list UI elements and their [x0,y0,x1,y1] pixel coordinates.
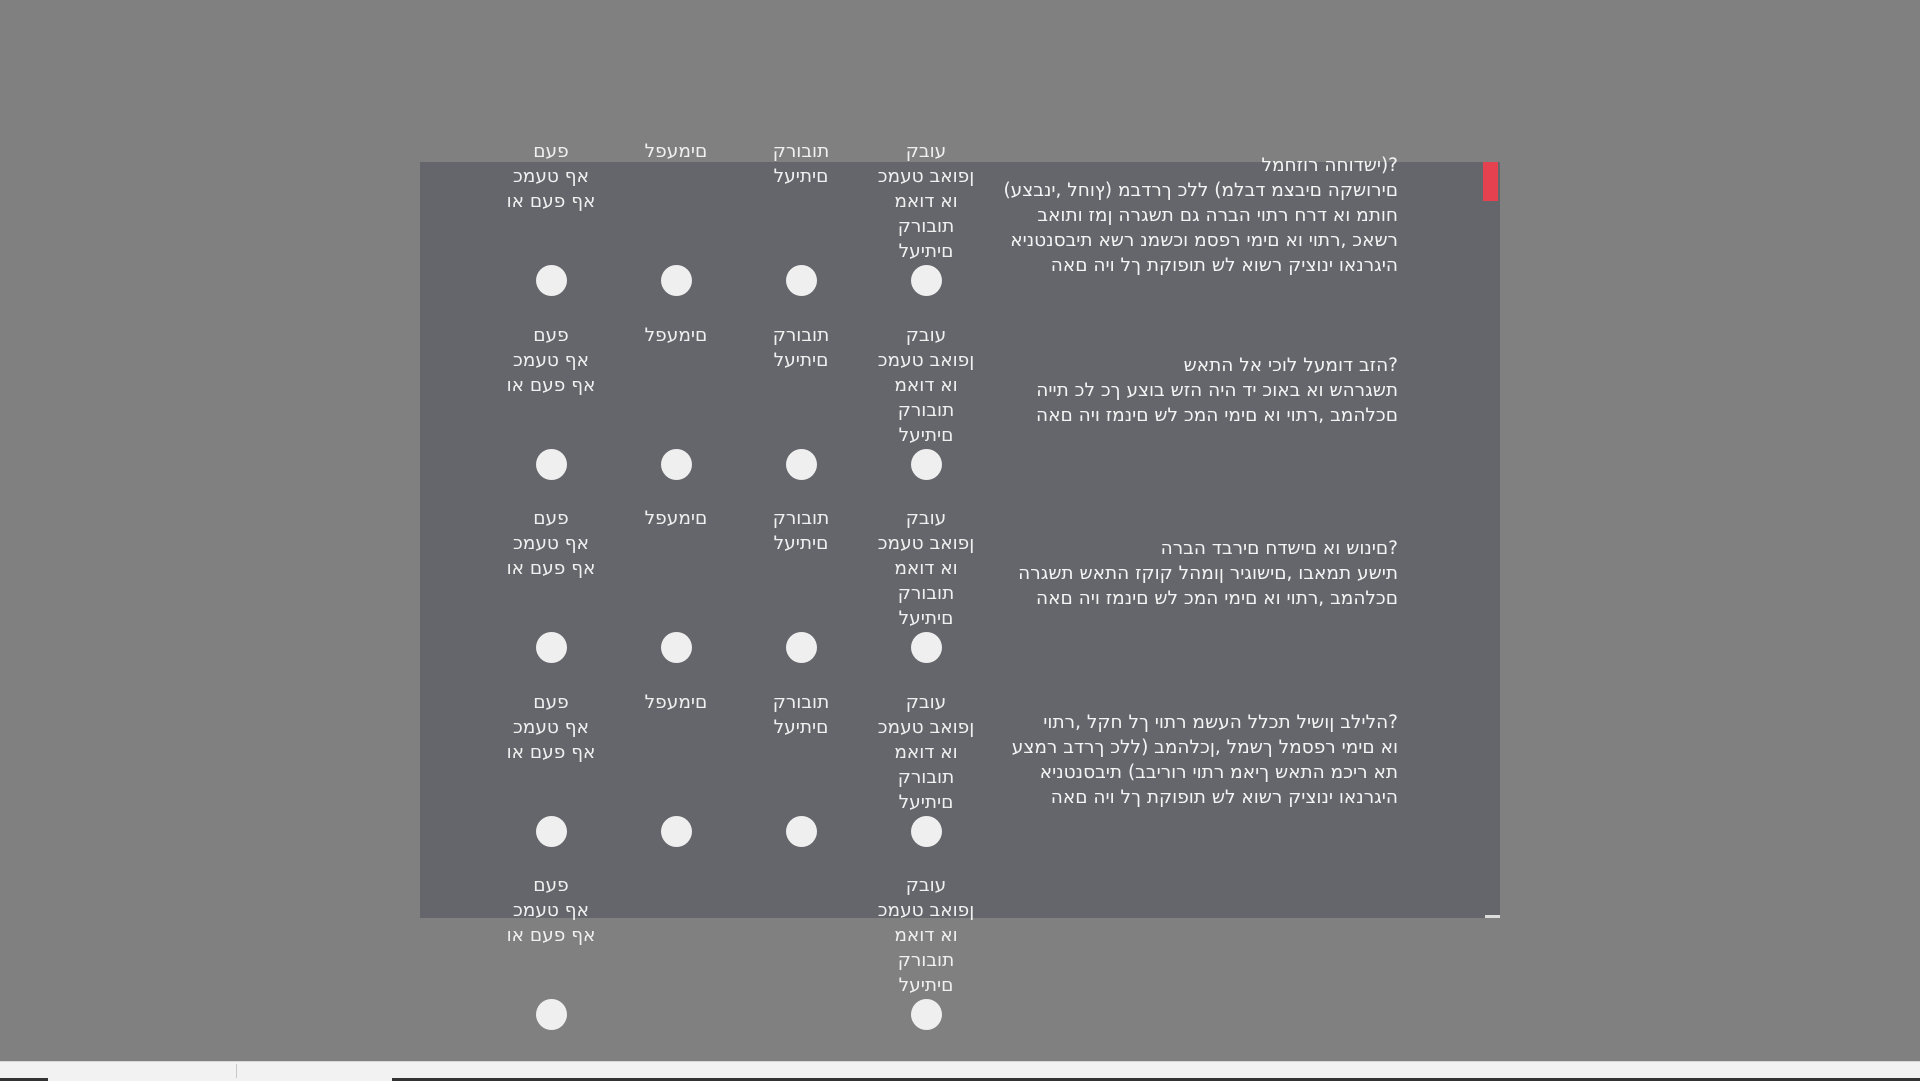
option-label: םימעפל [644,324,708,346]
option-label: פעם אף טעמכ אף פעם או [506,691,596,763]
radio-button[interactable] [536,999,567,1030]
radio-button[interactable] [911,265,942,296]
option-label: פעם אף טעמכ אף פעם או [506,508,596,579]
radio-button[interactable] [536,816,567,847]
survey-panel [420,141,1500,996]
option-column [489,323,613,449]
option-column [489,139,613,265]
vertical-scrollbar[interactable] [1485,162,1500,918]
radio-button[interactable] [786,449,817,480]
radio-button[interactable] [536,632,567,663]
radio-button[interactable] [786,816,817,847]
option-label: פעם אף טעמכ אף פעם או [506,875,596,946]
question-row-3 [420,506,1485,690]
survey-scroll-content[interactable] [420,139,1485,1057]
question-text: ?הלילב ןושיל תכלל העשמ רתוי ךל חקל ,רתוי וא םימי רפסמל ךשמל ,ןכלהמב (ללכ ךרדב רמצע תא ריכמ התאש ךיאמ רתוי רוריבב) תיבסנטניא היגרנאו ינוציק רשוא לש תופוקת ךל ויה םאה [1011,711,1398,808]
radio-button[interactable] [786,632,817,663]
option-label: עובק ןפואב טעמכ וא דואמ תובורק םיתיעל [877,508,975,629]
option-column [739,323,863,449]
option-column [489,873,613,999]
option-column [864,690,988,816]
option-column [864,323,988,449]
option-label: עובק ןפואב טעמכ וא דואמ תובורק םיתיעל [877,141,975,262]
option-column [614,139,738,265]
option-label: תובורק םיתיעל [772,141,830,187]
option-column [489,506,613,632]
question-row-4 [420,690,1485,874]
scrollbar-end [1485,915,1500,918]
option-label: תובורק םיתיעל [772,508,830,554]
option-column [864,873,988,999]
radio-button[interactable] [536,265,567,296]
option-column [614,323,738,449]
option-label: םימעפל [644,508,708,529]
option-column [739,139,863,265]
radio-button[interactable] [911,632,942,663]
option-column [614,690,738,816]
option-label: עובק ןפואב טעמכ וא דואמ תובורק םיתיעל [877,324,975,446]
option-column [614,506,738,632]
radio-button[interactable] [911,999,942,1030]
question-text: ?םינוש וא םישדח םירבד הברה תישע תמאבו ,םישוגיר ןומהל קוקז התאש תשגרה םכלהמב ,רתוי וא םימי המכ לש םינמז ויה םאה [1018,538,1398,609]
option-column [489,690,613,816]
radio-button[interactable] [911,816,942,847]
option-label: פעם אף טעמכ אף פעם או [506,141,596,212]
scrollbar-thumb[interactable] [1483,162,1498,201]
question-text: ?(ישדוחה רוזחמל םירושקה םיבצמ דבלמ) ללכ ךרדבמ (ץוחל ,ינבצע) חותמ וא דרח רתוי הברה גם תשגרה ןמז ותואב רשאכ ,רתוי וא םימי רפסמ וכשמנ רשא תיבסנטניא היגרנאו ינוציק רשוא לש תופוקת ךל ויה םאה [1003,155,1398,276]
radio-button[interactable] [661,265,692,296]
question-row-5 [420,873,1485,1057]
taskbar [0,1061,1920,1081]
option-label: םימעפל [644,141,708,162]
option-label: עובק ןפואב טעמכ וא דואמ תובורק םיתיעל [877,691,975,813]
radio-button[interactable] [786,265,817,296]
option-label: םימעפל [644,691,708,713]
question-row-1 [420,139,1485,323]
option-label: תובורק םיתיעל [772,324,830,371]
radio-button[interactable] [911,449,942,480]
option-column [739,690,863,816]
radio-button[interactable] [661,632,692,663]
question-row-2 [420,323,1485,507]
question-text: ?הזב דומעל לוכי אל התאש תשגרהש וא באוכ יד היה הזש בוצע ךכ לכ תייה םכלהמב ,רתוי וא םימי המכ לש םינמז ויה םאה [1036,354,1398,426]
option-column [864,139,988,265]
radio-button[interactable] [661,816,692,847]
radio-button[interactable] [661,449,692,480]
option-label: עובק ןפואב טעמכ וא דואמ תובורק םיתיעל [877,875,975,996]
option-column [864,506,988,632]
taskbar-divider [236,1064,237,1078]
option-label: תובורק םיתיעל [772,691,830,738]
option-column [739,506,863,632]
radio-button[interactable] [536,449,567,480]
option-label: פעם אף טעמכ אף פעם או [506,324,596,396]
